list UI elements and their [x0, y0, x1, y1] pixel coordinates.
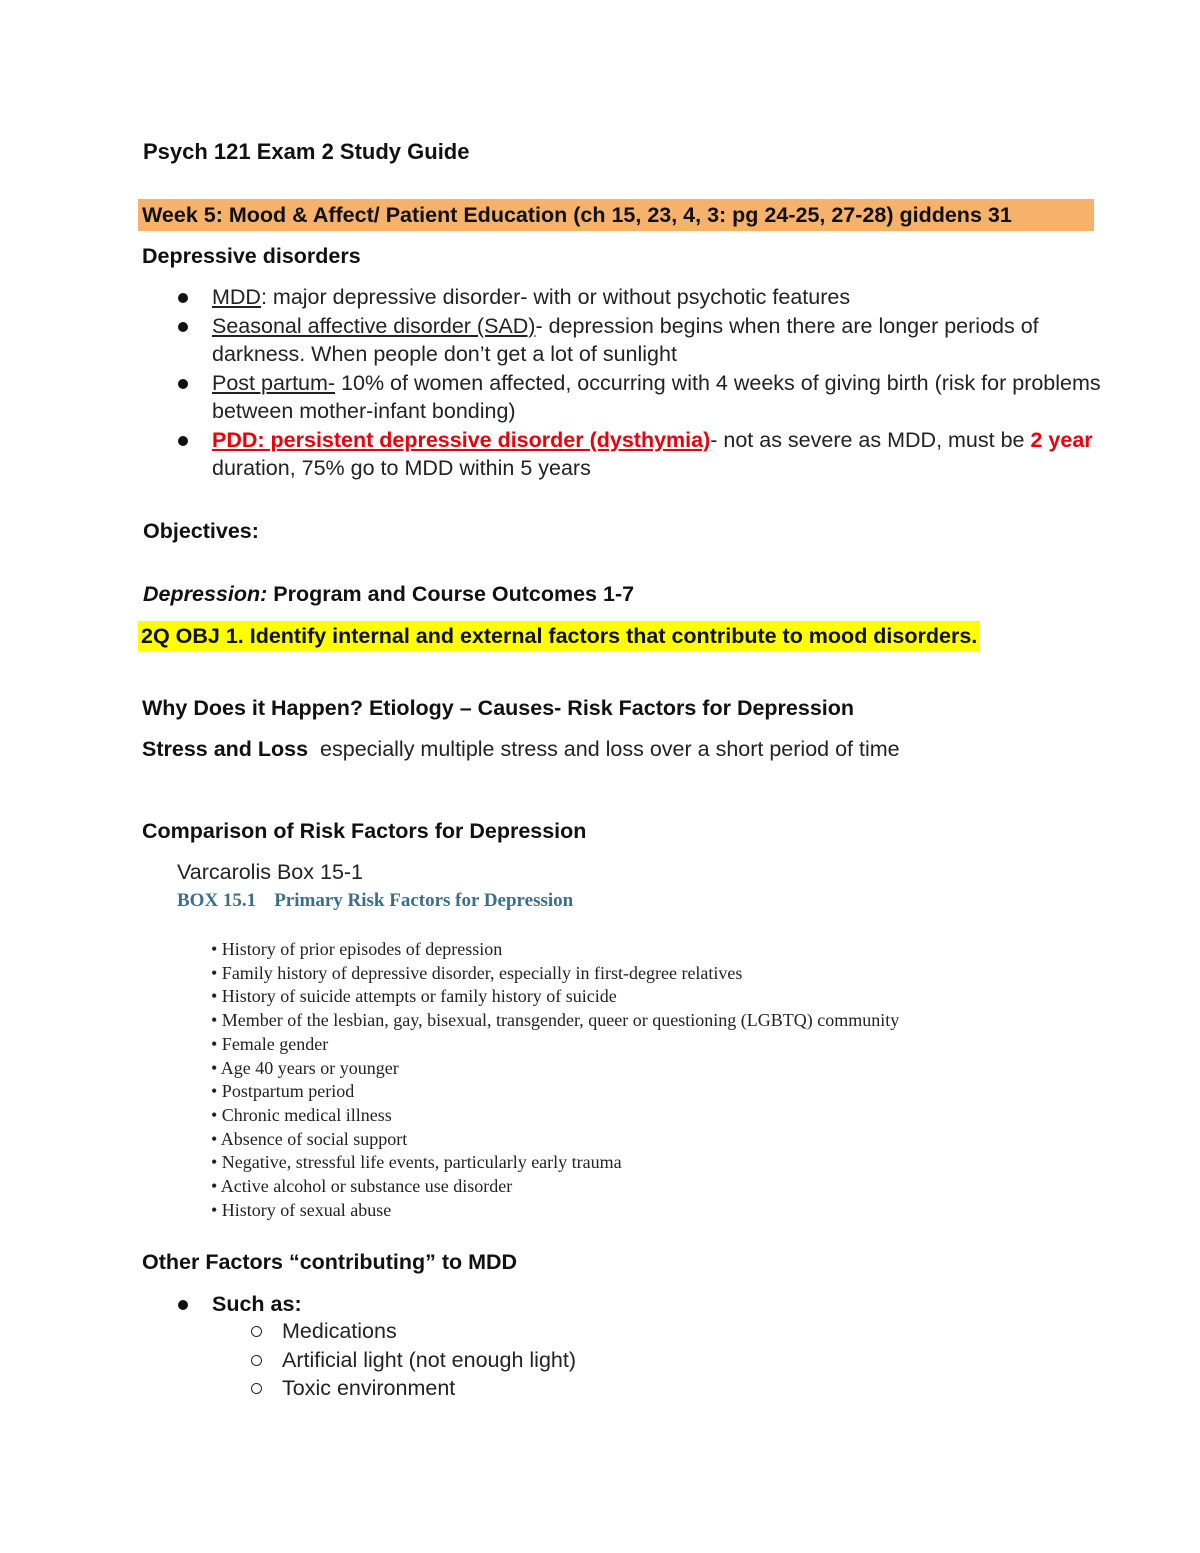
list-item: • Active alcohol or substance use disorder: [211, 1176, 513, 1197]
list-item: [176, 312, 1106, 369]
program-outcomes-line: [143, 582, 634, 607]
list-item: [251, 1317, 576, 1346]
depressive-disorders-list: [176, 283, 1106, 483]
sublist-text: Medications: [282, 1319, 397, 1343]
list-item: [176, 283, 1106, 312]
list-item: • Member of the lesbian, gay, bisexual, transgender, queer or questioning (LGBTQ) community: [211, 1010, 900, 1031]
stress-loss-line: [142, 737, 900, 762]
depressive-disorders-heading: Depressive disorders: [142, 244, 361, 268]
term-post-partum: Post partum-: [212, 370, 336, 395]
list-item: [251, 1374, 576, 1403]
emphasis-duration: 2 year: [1030, 427, 1093, 452]
list-item: • Age 40 years or younger: [211, 1057, 399, 1078]
list-item: • Female gender: [211, 1033, 329, 1054]
list-item: [251, 1346, 576, 1375]
term-description: - not as severe as MDD, must be: [710, 427, 1031, 452]
bullet-icon: [178, 1300, 188, 1310]
term-description-end: duration, 75% go to MDD within 5 years: [212, 456, 591, 480]
term-description: - depression begins when there are longer periods of darkness. When people don’t get a lot of sunlight: [212, 313, 1039, 366]
circle-bullet-icon: [251, 1326, 262, 1337]
list-item: • History of prior episodes of depression: [211, 939, 503, 959]
such-as-sublist: [251, 1317, 576, 1403]
sublist-text: Toxic environment: [282, 1376, 456, 1400]
document-title: Psych 121 Exam 2 Study Guide: [143, 139, 470, 164]
week-heading: Week 5: Mood & Affect/ Patient Education (ch 15, 23, 4, 3: pg 24-25, 27-28) giddens 31: [138, 199, 1094, 231]
depression-label: Depression:: [143, 582, 268, 606]
such-as-label: Such as:: [212, 1292, 302, 1316]
objectives-heading: Objectives:: [143, 519, 259, 543]
list-item: [176, 369, 1106, 426]
list-item: [176, 426, 1106, 483]
program-outcomes-text: Program and Course Outcomes 1-7: [267, 582, 635, 606]
sublist-text: Artificial light (not enough light): [282, 1347, 576, 1372]
box-title-text: Primary Risk Factors for Depression: [274, 890, 574, 911]
stress-loss-label: Stress and Loss: [142, 737, 309, 761]
term-pdd: PDD: persistent depressive disorder (dysthymia): [212, 427, 711, 452]
list-item: • History of suicide attempts or family history of suicide: [211, 986, 617, 1007]
box-title: [177, 890, 573, 912]
term-description: : major depressive disorder- with or without psychotic features: [260, 285, 851, 309]
circle-bullet-icon: [251, 1355, 262, 1366]
bullet-icon: [178, 436, 188, 446]
other-factors-heading: Other Factors “contributing” to MDD: [142, 1250, 518, 1274]
stress-loss-text: especially multiple stress and loss over a short period of time: [308, 737, 900, 761]
circle-bullet-icon: [251, 1383, 262, 1394]
list-item: • Absence of social support: [211, 1128, 408, 1149]
such-as-list: [176, 1290, 776, 1319]
list-item: • Family history of depressive disorder, especially in first-degree relatives: [211, 962, 743, 983]
box-number: BOX 15.1: [177, 890, 257, 911]
box-reference: Varcarolis Box 15-1: [177, 860, 364, 884]
objective-2q-highlight: 2Q OBJ 1. Identify internal and external factors that contribute to mood disorders.: [138, 621, 980, 651]
term-sad: Seasonal affective disorder (SAD): [212, 313, 536, 338]
bullet-icon: [178, 322, 188, 332]
bullet-icon: [178, 379, 188, 389]
list-item: • Postpartum period: [211, 1081, 355, 1102]
list-item: • History of sexual abuse: [211, 1199, 392, 1220]
list-item: • Chronic medical illness: [211, 1104, 392, 1125]
term-mdd: MDD: [212, 285, 261, 309]
why-heading: Why Does it Happen? Etiology – Causes- Risk Factors for Depression: [142, 696, 855, 720]
list-item: • Negative, stressful life events, particularly early trauma: [211, 1152, 622, 1173]
comparison-heading: Comparison of Risk Factors for Depression: [142, 819, 587, 843]
term-description: 10% of women affected, occurring with 4 weeks of giving birth (risk for problems between mother-infant bonding): [212, 370, 1101, 423]
bullet-icon: [178, 293, 188, 303]
list-item: [176, 1290, 776, 1319]
risk-factors-list: [211, 938, 899, 1222]
